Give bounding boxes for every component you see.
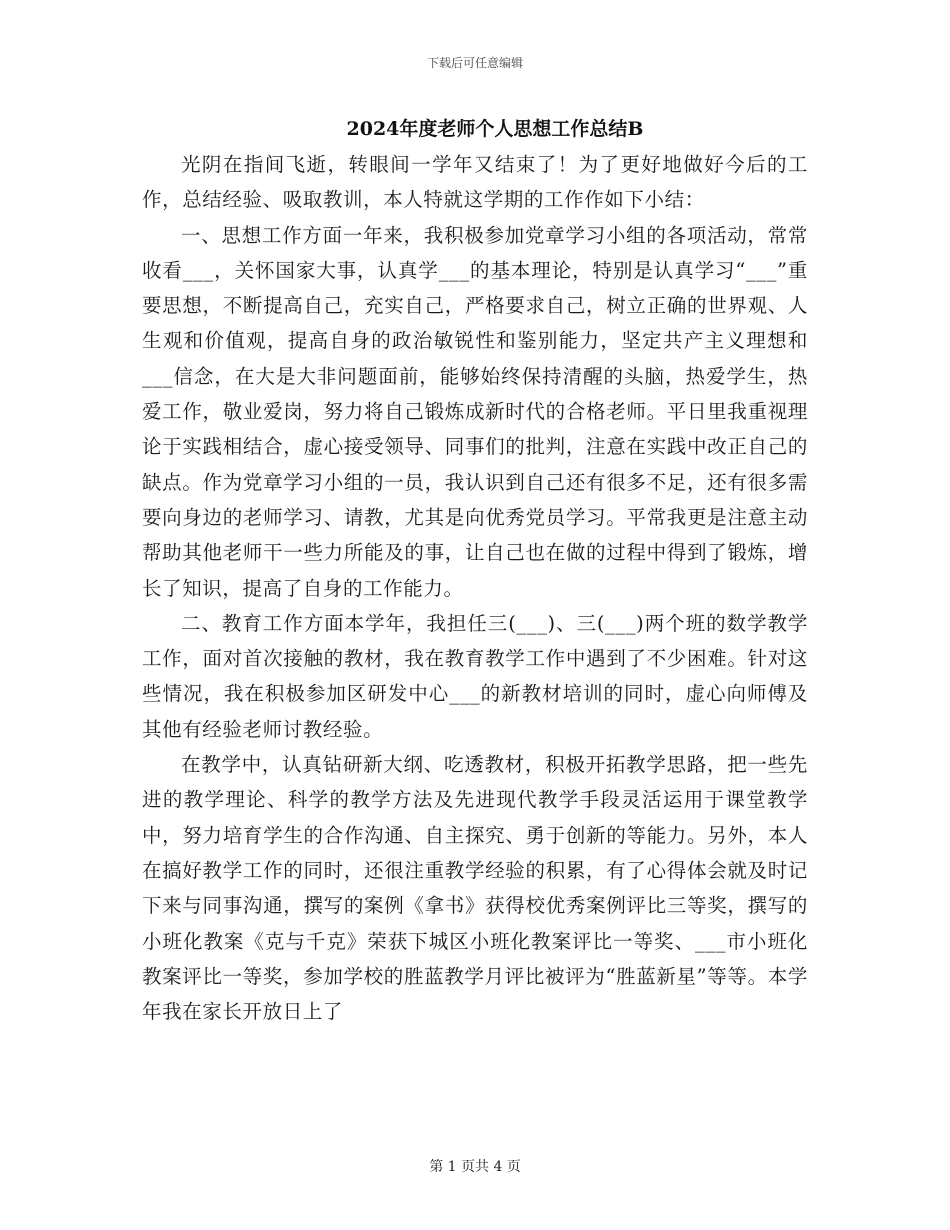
header-note: 下载后可任意编辑 [426, 56, 523, 70]
document-title: 2024年度老师个人思想工作总结B [346, 118, 644, 140]
paragraph-intro: 光阴在指间飞逝，转眼间一学年又结束了！为了更好地做好今后的工作，总结经验、吸取教训，本人特就这学期的工作作如下小结： [142, 153, 808, 212]
document-body [142, 147, 808, 1029]
paragraph-ideology: 一、思想工作方面一年来，我积极参加党章学习小组的各项活动，常常收看___，关怀国家大事，认真学___的基本理论，特别是认真学习“___”重要思想，不断提高自己，充实自己，严格要求自己，树立正确的世界观、人生观和价值观，提高自身的政治敏锐性和鉴别能力，坚定共产主义理想和___信念，在大是大非问题面前，能够始终保持清醒的头脑，热爱学生，热爱工作，敬业爱岗，努力将自己锻炼成新时代的合格老师。平日里我重视理论于实践相结合，虚心接受领导、同事们的批判，注意在实践中改正自己的缺点。作为党章学习小组的一员，我认识到自己还有很多不足，还有很多需要向身边的老师学习、请教，尤其是向优秀党员学习。平常我更是注意主动帮助其他老师干一些力所能及的事，让自己也在做的过程中得到了锻炼，增长了知识，提高了自身的工作能力。 [142, 223, 808, 600]
page-footer: 第 1 页共 4 页 [429, 1159, 521, 1175]
paragraph-teaching: 在教学中，认真钻研新大纲、吃透教材，积极开拓教学思路，把一些先进的教学理论、科学的教学方法及先进现代教学手段灵活运用于课堂教学中，努力培育学生的合作沟通、自主探究、勇于创新的等能力。另外，本人在搞好教学工作的同时，还很注重教学经验的积累，有了心得体会就及时记下来与同事沟通，撰写的案例《拿书》获得校优秀案例评比三等奖，撰写的小班化教案《克与千克》荣获下城区小班化教案评比一等奖、___市小班化教案评比一等奖，参加学校的胜蓝教学月评比被评为“胜蓝新星”等等。本学年我在家长开放日上了 [142, 753, 808, 1024]
paragraph-education: 二、教育工作方面本学年，我担任三(___)、三(___)两个班的数学教学工作，面对首次接触的教材，我在教育教学工作中遇到了不少困难。针对这些情况，我在积极参加区研发中心___的新教材培训的同时，虚心向师傅及其他有经验老师讨教经验。 [142, 611, 808, 741]
